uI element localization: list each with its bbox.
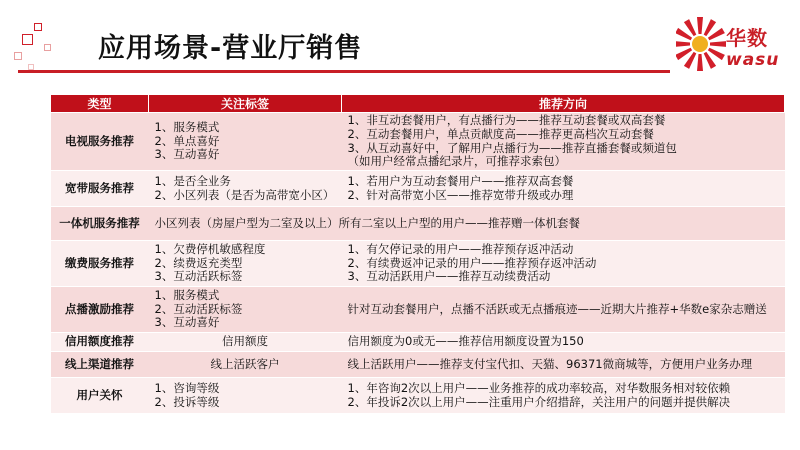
scenario-table: [50, 94, 785, 414]
direction-item: 2、年投诉2次以上用户——注重用户介绍措辞，关注用户的问题并提供解决: [347, 394, 731, 409]
slide-title: 应用场景-营业厅销售: [98, 33, 363, 64]
tag-item: 2、小区列表（是否为高带宽小区）: [154, 187, 335, 202]
table-header-row: [51, 95, 785, 113]
tag-item: 2、互动活跃标签: [154, 301, 243, 316]
table-row: [51, 207, 785, 241]
tag-item: 3、互动喜好: [154, 147, 220, 162]
deco-square: [44, 44, 51, 51]
logo-text-en: wasu: [726, 50, 780, 70]
direction-item: 2、针对高带宽小区——推荐宽带升级或办理: [347, 187, 574, 202]
direction-item: 信用额度为0或无——推荐信用额度设置为150: [347, 334, 584, 349]
table-row: [51, 241, 785, 287]
brand-logo: [676, 14, 794, 78]
row-tags: [149, 333, 342, 352]
sunburst-logo-icon: [676, 14, 726, 74]
direction-item: 2、有续费返冲记录的用户——推荐预存返冲活动: [347, 255, 597, 270]
table-row: [51, 378, 785, 414]
direction-item: 1、非互动套餐用户，有点播行为——推荐互动套餐或双高套餐: [347, 113, 666, 128]
row-tags: [149, 113, 342, 171]
direction-item: （如用户经常点播纪录片，可推荐求索包）: [347, 154, 566, 169]
tag-item: 1、服务模式: [154, 120, 220, 135]
row-tags: [149, 378, 342, 414]
table-row: [51, 333, 785, 352]
tag-item: 1、是否全业务: [154, 173, 231, 188]
deco-square: [14, 52, 22, 60]
row-directions: [342, 352, 785, 378]
row-directions: [342, 241, 785, 287]
row-directions: [342, 287, 785, 333]
tag-item: 1、服务模式: [154, 288, 220, 303]
table-row: [51, 287, 785, 333]
direction-item: 3、从互动喜好中，了解用户点播行为——推荐直播套餐或频道包: [347, 140, 677, 155]
deco-square: [22, 34, 33, 45]
tag-item: 2、投诉等级: [154, 394, 220, 409]
direction-item: 1、年咨询2次以上用户——业务推荐的成功率较高，对华数服务相对较依赖: [347, 380, 731, 395]
direction-item: 针对互动套餐用户，点播不活跃或无点播痕迹——近期大片推荐+华数e家杂志赠送: [347, 301, 767, 316]
row-directions: [342, 113, 785, 171]
table-row: [51, 352, 785, 378]
row-directions: [342, 171, 785, 207]
row-category: 一体机服务推荐: [51, 207, 149, 241]
tag-item: 3、互动喜好: [154, 315, 220, 330]
logo-text-cn: 华数: [726, 26, 768, 50]
header-tags: 关注标签: [149, 95, 342, 113]
tag-item: 1、欠费停机敏感程度: [154, 242, 266, 257]
row-category: 宽带服务推荐: [51, 171, 149, 207]
merged-text: 小区列表（房屋户型为二室及以上）所有二室以上户型的用户——推荐赠一体机套餐: [154, 215, 580, 230]
row-tags: [149, 241, 342, 287]
table-row: [51, 113, 785, 171]
tag-item: 线上活跃客户: [210, 356, 280, 371]
tag-item: 2、单点喜好: [154, 133, 220, 148]
title-underline: [18, 70, 670, 73]
row-merged-text: [149, 207, 785, 241]
header-direction: 推荐方向: [342, 95, 785, 113]
decorative-squares: [14, 18, 84, 78]
row-tags: [149, 352, 342, 378]
row-tags: [149, 171, 342, 207]
direction-item: 1、有欠停记录的用户——推荐预存返冲活动: [347, 242, 574, 257]
row-category: 缴费服务推荐: [51, 241, 149, 287]
tag-item: 1、咨询等级: [154, 380, 220, 395]
row-category: 线上渠道推荐: [51, 352, 149, 378]
row-directions: [342, 378, 785, 414]
row-category: 电视服务推荐: [51, 113, 149, 171]
direction-item: 1、若用户为互动套餐用户——推荐双高套餐: [347, 173, 574, 188]
tag-item: 信用额度: [222, 334, 268, 349]
row-category: 用户关怀: [51, 378, 149, 414]
table-row: [51, 171, 785, 207]
deco-square: [34, 23, 42, 31]
tag-item: 2、续费返充类型: [154, 255, 243, 270]
direction-item: 3、互动活跃用户——推荐互动续费活动: [347, 269, 551, 284]
tag-item: 3、互动活跃标签: [154, 269, 243, 284]
row-category: 点播激励推荐: [51, 287, 149, 333]
header-category: 类型: [51, 95, 149, 113]
row-tags: [149, 287, 342, 333]
row-category: 信用额度推荐: [51, 333, 149, 352]
direction-item: 2、互动套餐用户，单点贡献度高——推荐更高档次互动套餐: [347, 126, 654, 141]
row-directions: [342, 333, 785, 352]
direction-item: 线上活跃用户——推荐支付宝代扣、天猫、96371微商城等，方便用户业务办理: [347, 356, 753, 371]
